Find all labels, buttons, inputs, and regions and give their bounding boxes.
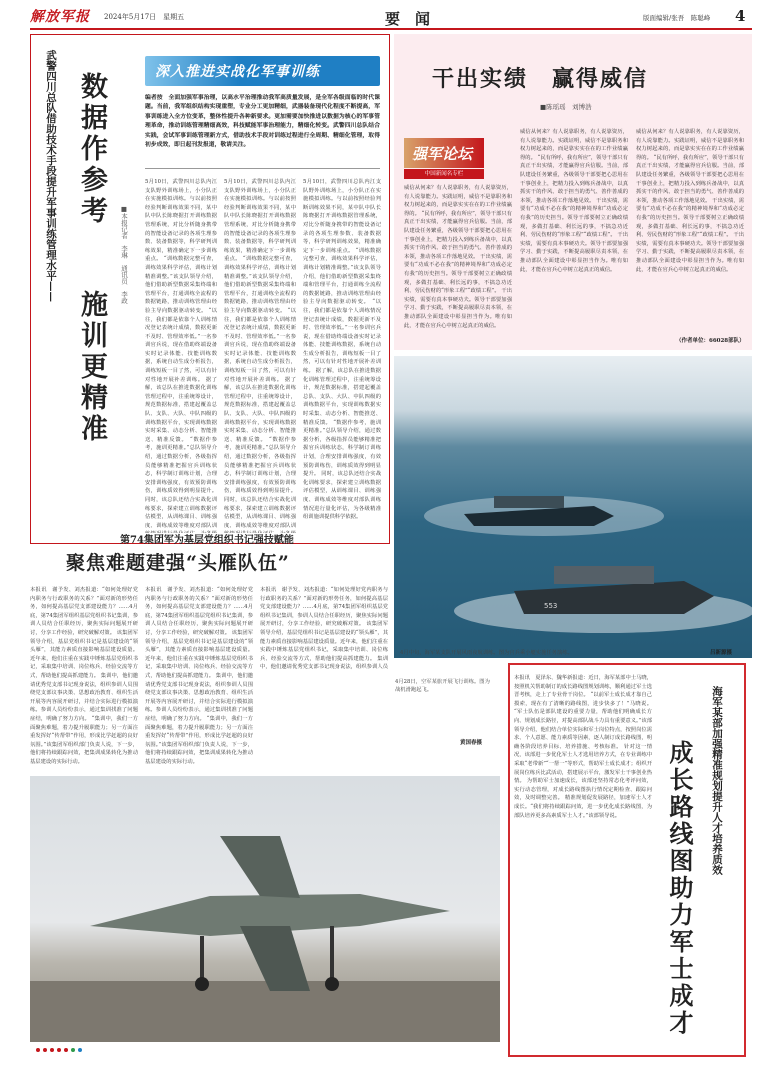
footer-dot [50,1048,54,1052]
left-kicker: 武警四川总队借助技术手段提升军事训练管理水平—— [45,50,57,302]
badge-subtitle: 中国新闻名专栏 [404,169,484,179]
column-badge [404,138,484,180]
masthead-rule [30,28,752,30]
footer-dot [78,1048,82,1052]
left-body-col-1: 5月10日，武警四川总队内江支队野外训练场上，小分队正在实施模拟训练。与以前按照经验判断训练效果不同，某中队中队长陈晓据打开训练数据管理系统，对比分析随身携带的智能设备记录的各项生理参数、装备数据等，科学研判训练效果，精准确定下一步训练重点。 “训练数据完整可查，训练效果科学评估，训练计划精准调整。”该支队领导介绍，他们借助新型数据采集终端和管理平台，打通训练全流程的数据链路，推动训练管理由经验主导向数据驱动转变。 “以往，我们都是依靠个人训练情况登记表统计成绩，数据更新不及时、管理效率低。”一名参训官兵说，现在借助终端设备实时记录体能、技能训练数据，系统自动生成分析报告，训练短板一目了然，可以有针对性地开展补差训练。 据了解，该总队在推进数据化训练管理过程中，注重统筹设计，规范数据标准，搭建起覆盖总队、支队、大队、中队四级的训练数据平台，实现训练数据实时采集、动态分析、智能推送、精准反馈。 “数据作参考，施训更精准。”总队领导介绍，通过数据分析，各级指挥员能够精准把握官兵训练状态，科学制订训练计划，合理安排训练强度，有效预防训练伤，训练质效得到明显提升。 同时，该总队还结合实战化训练要求，探索建立训练数据评估模型，从训练课目、训练强度、训练成效等维度对部队训 [145,179,217,529]
middle-col-3: 本报讯 谢予发、刘杰报道：“如何处理好党内职务与行政职务的关系？”面对新的形势任务，如何提高基层党支部建设能力？……4月底，第74集团军组织基层党组织书记集训，参训人员结合任职经历，聚焦实际问题展开研讨，分享工作经验，研究破解对策。 该集团军领导介绍，基层党组织书记是基层建设的“领头雁”，其能力素质直接影响基层建设质量。近年来，他们注重在实践中锤炼基层党组织书记，采取集中培训、岗位练兵、经验交流等方式，帮助他们提高抓建能力。 集训中，他们邀请优秀党支部书记现身说法，组织参训人员 [260,587,388,671]
editor-credit: 版面编辑/张吾 陈聪峰 [643,14,711,22]
boxed-article-body: 本报讯 夏泽东、魏华新报道：近日，海军某部中士马晓，按照机关帮助制订的成长路线图规划训练，顺利通过军士选晋考核，走上了专业骨干岗位。 “以前军士成长成才靠自己摸索，现在有了清晰的路线图，进步快多了！”马晓说。 “军士队伍是部队建设的重要力量，帮助他们明确成长方向、规划成长路径，对提高部队战斗力具有重要意义。”该部领导介绍，他们结合单位实际和军士岗位特点，按照岗位需求、个人意愿、能力素质等因素，逐人制订成长路线图，明确各阶段培养目标、培养措施、考核标准。 针对这一情况，该部进一步优化军士人才选用培养方式，在专业训练中采取“老带新”“一帮一”等形式，帮助军士成长成才；组织开展岗位练兵比武活动，搭建展示平台，激发军士干事创业热情。 为帮助军士加速成长，该部还坚持常态化考评问效，实行动态管理，对成长路线图执行情况定期检查、跟踪问效，及时调整完善。 精准规划促发展路径，加速军士人才成长。“我们将持续跟踪问效，进一步优化成长路线图，为部队培养更多高素质军士人才。”该部领导说。 [514,675,652,819]
boats-illustration [394,356,752,658]
issue-date: 2024年5月17日 星期五 [104,13,185,21]
feature-col-2: 威信从何来？有人说靠职务，有人说靠资历，有人说靠能力。实践证明，威信不是靠职务和权力树起来的，而是靠实实在在的工作业绩赢得的。 “民有所呼，我有所应”，领导干部只有真正干出实绩，才能赢得官兵信服。当前，部队建设任务繁重，各级领导干部要把心思用在干事创业上，把精力投入到练兵备战中，以真抓实干的作风、敢于担当的勇气、善作善成的本领，推动各项工作落地见效。 干出实绩，需要有“功成不必在我”的精神境界和“功成必定有我”的历史担当。领导干部要树立正确政绩观，多做打基础、利长远的事，不搞急功近利、劳民伤财的“形象工程”“政绩工程”。 干出实绩，需要有真本事硬功夫。领导干部要加强学习、勤于实践，不断提高履职尽责本领，在推动部队全面建设中彰显担当作为。唯有如此，才能在官兵心中树立起真正的威信。 [520,129,628,273]
footer-dot [57,1048,61,1052]
boxed-kicker: 海军某部加强精准规划提升人才培养质效 [711,686,723,875]
left-headline-2: 施训更精准 [76,290,107,445]
editors-note: 编者按 全面加强军事治理，以高水平治理推动我军高质量发展，是全军各级面临的时代课题。当前，我军组织结构实现重塑，专业分工更加精细，武器装备现代化程度不断提高，军事训练进入全方位变革，整体性提升各种新要求。更加需要加快推进以数据为核心的军事管理革命，推动训练管理精细高效，科技赋能军事治理能力，精细化转变。武警四川总队结合实践，会试军事训练管理新方式，借助技术手段对训练过程进行全周期、精细化管理，取得初步成效，即日起刊发报道，敬请关注。 [145,95,380,149]
footer-dots [36,1048,82,1052]
masthead [30,6,750,28]
middle-col-2: 本报讯 谢予发、刘杰报道：“如何处理好党内职务与行政职务的关系？”面对新的形势任务，如何提高基层党支部建设能力？……4月底，第74集团军组织基层党组织书记集训，参训人员结合任职经历，聚焦实际问题展开研讨，分享工作经验，研究破解对策。 该集团军领导介绍，基层党组织书记是基层建设的“领头雁”，其能力素质直接影响基层建设质量。近年来，他们注重在实践中锤炼基层党组织书记，采取集中培训、岗位练兵、经验交流等方式，帮助他们提高抓建能力。 集训中，他们邀请优秀党支部书记现身说法，组织参训人员围绕党支部议事决策、思想政治教育、组织生活开展等内容展开研讨，并结合实际进行模拟演练。参训人员纷纷表示，通过集训找准了问题症结，明确了努力方向。 “集训中，我们一方面聚焦难题，着力提升履职能力；另一方面注重发挥好“传帮带”作用，形成比学赶超的良好氛围。”该集团军组织部门负责人说，下一步，他们将持续跟踪问效，把集训成果转化为推动基层建设的实际行动。 [145,587,253,765]
middle-kicker: 第74集团军为基层党组织书记强技赋能 [120,535,294,546]
jet-photo [30,776,500,1042]
footer-dot [36,1048,40,1052]
newspaper-logo: 解放军报 [30,9,90,25]
badge-title: 强军论坛 [412,145,473,163]
feature-byline: ■陈瑶瑶 刘博浩 [540,103,592,111]
footer-dot [71,1048,75,1052]
left-byline: ■本报记者 李琳 通讯员 李政 [120,205,128,304]
jet-illustration [30,776,500,1042]
footer-dot [43,1048,47,1052]
jet-credit: 黄国春摄 [460,740,483,746]
left-headline-1: 数据作参考 [76,72,107,227]
page-number: 4 [735,7,746,25]
boats-caption: 4月中旬，海军某支队开展风雨夜航训练。图为官兵乘小艇实施任务演练。 [400,650,573,656]
feature-col-3: 威信从何来？有人说靠职务，有人说靠资历，有人说靠能力。实践证明，威信不是靠职务和权力树起来的，而是靠实实在在的工作业绩赢得的。 “民有所呼，我有所应”，领导干部只有真正干出实绩，才能赢得官兵信服。当前，部队建设任务繁重，各级领导干部要把心思用在干事创业上，把精力投入到练兵备战中，以真抓实干的作风、敢于担当的勇气、善作善成的本领，推动各项工作落地见效。 干出实绩，需要有“功成不必在我”的精神境界和“功成必定有我”的历史担当。领导干部要树立正确政绩观，多做打基础、利长远的事，不搞急功近利、劳民伤财的“形象工程”“政绩工程”。 干出实绩，需要有真本事硬功夫。领导干部要加强学习、勤于实践，不断提高履职尽责本领，在推动部队全面建设中彰显担当作为。唯有如此，才能在官兵心中树立起真正的威信。 [636,129,744,273]
boxed-headline: 成长路线图助力军士成才 [665,740,694,1037]
feature-col-1: 威信从何来？有人说靠职务，有人说靠资历，有人说靠能力。实践证明，威信不是靠职务和权力树起来的，而是靠实实在在的工作业绩赢得的。 “民有所呼，我有所应”，领导干部只有真正干出实绩，才能赢得官兵信服。当前，部队建设任务繁重，各级领导干部要把心思用在干事创业上，把精力投入到练兵备战中，以真抓实干的作风、敢于担当的勇气、善作善成的本领，推动各项工作落地见效。 干出实绩，需要有“功成不必在我”的精神境界和“功成必定有我”的历史担当。领导干部要树立正确政绩观，多做打基础、利长远的事，不搞急功近利、劳民伤财的“形象工程”“政绩工程”。 干出实绩，需要有真本事硬功夫。领导干部要加强学习、勤于实践，不断提高履职尽责本领，在推动部队全面建设中彰显担当作为。唯有如此，才能在官兵心中树立起真正的威信。 [404,185,512,329]
jet-caption: 4月28日，空军某旅开展飞行训练。图为战机滑跑起飞。 [395,679,490,693]
footer-dot [64,1048,68,1052]
boats-photo [394,356,752,658]
boats-credit: 吕新源摄 [710,650,733,656]
lead-divider [145,168,380,169]
left-body-col-3: 5月10日，武警四川总队内江支队野外训练场上，小分队正在实施模拟训练。与以前按照经验判断训练效果不同，某中队中队长陈晓据打开训练数据管理系统，对比分析随身携带的智能设备记录的各项生理参数、装备数据等，科学研判训练效果，精准确定下一步训练重点。 “训练数据完整可查，训练效果科学评估，训练计划精准调整。”该支队领导介绍，他们借助新型数据采集终端和管理平台，打通训练全流程的数据链路，推动训练管理由经验主导向数据驱动转变。 “以往，我们都是依靠个人训练情况登记表统计成绩，数据更新不及时、管理效率低。”一名参训官兵说，现在借助终端设备实时记录体能、技能训练数据，系统自动生成分析报告，训练短板一目了然，可以有针对性地开展补差训练。 据了解，该总队在推进数据化训练管理过程中，注重统筹设计，规范数据标准，搭建起覆盖总队、支队、大队、中队四级的训练数据平台，实现训练数据实时采集、动态分析、智能推送、精准反馈。 “数据作参考，施训更精准。”总队领导介绍，通过数据分析，各级指挥员能够精准把握官兵训练状态，科学制订训练计划，合理安排训练强度，有效预防训练伤，训练质效得到明显提升。 同时，该总队还结合实战化训练要求，探索建立训练数据评估模型，从训练课目、训练强度、训练成效等维度对部队训练情况进行量化评估，为各级精准组训施训提供科学依据。 [303,179,381,521]
section-title: 要 闻 [385,10,431,28]
feature-author: （作者单位：66028部队） [676,338,745,344]
hull-number: 553 [544,602,558,610]
training-banner [145,56,380,86]
middle-col-1: 本报讯 谢予发、刘杰报道：“如何处理好党内职务与行政职务的关系？”面对新的形势任务，如何提高基层党支部建设能力？……4月底，第74集团军组织基层党组织书记集训，参训人员结合任职经历，聚焦实际问题展开研讨，分享工作经验，研究破解对策。 该集团军领导介绍，基层党组织书记是基层建设的“领头雁”，其能力素质直接影响基层建设质量。近年来，他们注重在实践中锤炼基层党组织书记，采取集中培训、岗位练兵、经验交流等方式，帮助他们提高抓建能力。 集训中，他们邀请优秀党支部书记现身说法，组织参训人员围绕党支部议事决策、思想政治教育、组织生活开展等内容展开研讨，并结合实际进行模拟演练。参训人员纷纷表示，通过集训找准了问题症结，明确了努力方向。 “集训中，我们一方面聚焦难题，着力提升履职能力；另一方面注重发挥好“传帮带”作用，形成比学赶超的良好氛围。”该集团军组织部门负责人说，下一步，他们将持续跟踪问效，把集训成果转化为推动基层建设的实际行动。 [30,587,138,765]
feature-headline: 干出实绩 赢得威信 [432,66,649,92]
left-body-col-2: 5月10日，武警四川总队内江支队野外训练场上，小分队正在实施模拟训练。与以前按照经验判断训练效果不同，某中队中队长陈晓据打开训练数据管理系统，对比分析随身携带的智能设备记录的各项生理参数、装备数据等，科学研判训练效果，精准确定下一步训练重点。 “训练数据完整可查，训练效果科学评估，训练计划精准调整。”该支队领导介绍，他们借助新型数据采集终端和管理平台，打通训练全流程的数据链路，推动训练管理由经验主导向数据驱动转变。 “以往，我们都是依靠个人训练情况登记表统计成绩，数据更新不及时、管理效率低。”一名参训官兵说，现在借助终端设备实时记录体能、技能训练数据，系统自动生成分析报告，训练短板一目了然，可以有针对性地开展补差训练。 据了解，该总队在推进数据化训练管理过程中，注重统筹设计，规范数据标准，搭建起覆盖总队、支队、大队、中队四级的训练数据平台，实现训练数据实时采集、动态分析、智能推送、精准反馈。 “数据作参考，施训更精准。”总队领导介绍，通过数据分析，各级指挥员能够精准把握官兵训练状态，科学制订训练计划，合理安排训练强度，有效预防训练伤，训练质效得到明显提升。 同时，该总队还结合实战化训练要求，探索建立训练数据评估模型，从训练课目、训练强度、训练成效等维度对部队训 [224,179,296,529]
banner-text: 深入推进实战化军事训练 [155,64,320,80]
middle-headline: 聚焦难题建强“头雁队伍” [66,552,290,574]
